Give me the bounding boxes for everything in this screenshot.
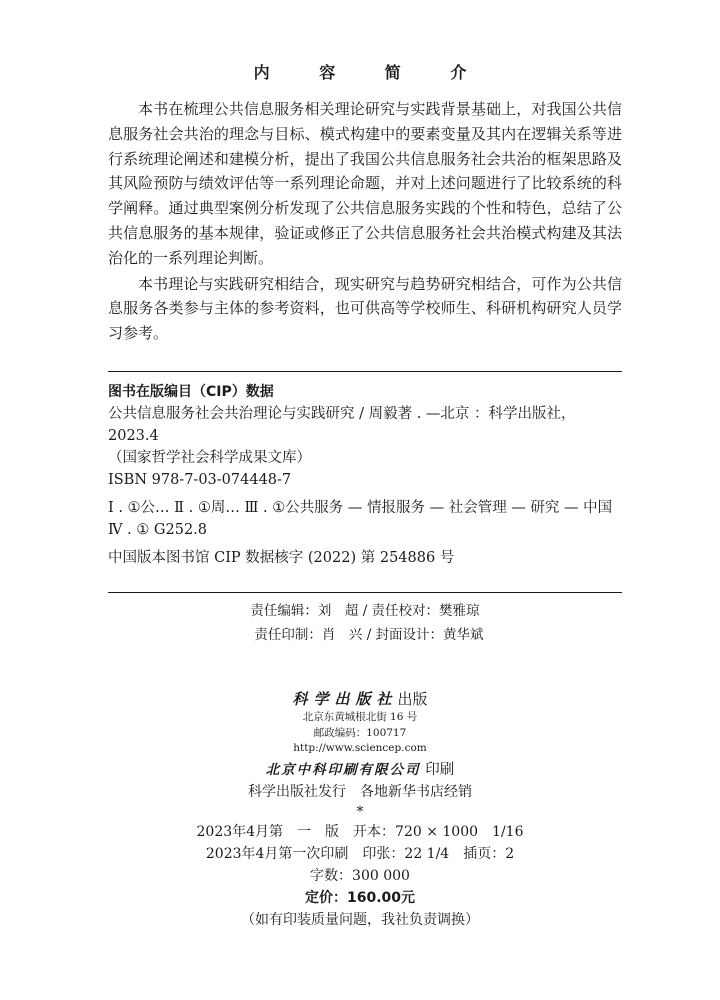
staff-row-printing: 责任印制：肖 兴 / 封面设计：黄华斌 — [254, 627, 484, 643]
publisher-suffix: 出版 — [397, 690, 428, 708]
publisher-postcode: 邮政编码：100717 — [313, 726, 407, 739]
staff-row-editor: 责任编辑：刘 超 / 责任校对：樊雅琼 — [250, 603, 480, 619]
publication-info — [0, 688, 720, 931]
cip-heading: 图书在版编目（CIP）数据 — [108, 384, 274, 400]
cip-isbn: ISBN 978-7-03-074448-7 — [108, 472, 292, 488]
page-title: 内 容 简 介 — [253, 63, 489, 82]
publisher-logo: 科学出版社 — [292, 690, 398, 708]
separator-star: * — [356, 803, 364, 820]
cip-classification: Ⅰ . ①公… Ⅱ . ①周… Ⅲ . ①公共服务 — 情报服务 — 社会管理 — 研究 — 中国 Ⅳ . ① G252.8 — [108, 500, 613, 538]
distribution-line: 科学出版社发行 各地新华书店经销 — [248, 783, 472, 800]
quality-notice: （如有印装质量问题，我社负责调换） — [241, 911, 479, 928]
cip-top-rule — [108, 371, 622, 372]
printer-line — [0, 759, 720, 781]
printer-logo: 北京中科印刷有限公司 — [265, 761, 421, 778]
intro-paragraph-2: 本书理论与实践研究相结合，现实研究与趋势研究相结合，可作为公共信息服务各类参与主体的参考资料，也可供高等学校师生、科研机构研究人员学习参考。 — [108, 274, 622, 343]
printer-suffix: 印刷 — [425, 761, 455, 778]
cip-series: （国家哲学社会科学成果文库） — [108, 450, 311, 466]
publisher-line — [0, 688, 720, 710]
cip-bottom-rule — [108, 592, 622, 593]
cip-entry: 公共信息服务社会共治理论与实践研究 / 周毅著 . —北京 ：科学出版社，2023.4 — [108, 406, 576, 444]
edition-line: 2023年4月第 一 版 开本：720 × 1000 1/16 — [196, 823, 524, 840]
cip-data-block — [108, 381, 622, 575]
intro-paragraph-1: 本书在梳理公共信息服务相关理论研究与实践背景基础上，对我国公共信息服务社会共治的理念与目标、模式构建中的要素变量及其内在逻辑关系等进行系统理论阐述和建模分析，提出了我国公共信息服务社会共治的框架思路及其风险预防与绩效评估等一系列理论命题，并对上述问题进行了比较系统的科学阐释。通过典型案例分析发现了公共信息服务实践的个性和特色，总结了公共信息服务的基本规律，验证或修正了公共信息服务社会共治模式构建及其法治化的一系列理论判断。 — [108, 100, 622, 267]
introduction — [108, 97, 622, 347]
wordcount-line: 字数：300 000 — [310, 867, 410, 884]
publisher-address: 北京东黄城根北街 16 号 — [302, 711, 418, 723]
publisher-url: http://www.sciencep.com — [293, 742, 427, 754]
staff-credits — [0, 599, 720, 647]
cip-record: 中国版本图书馆 CIP 数据核字 (2022) 第 254886 号 — [108, 550, 455, 566]
price-line: 定价：160.00元 — [304, 889, 416, 906]
printing-line: 2023年4月第一次印刷 印张：22 1/4 插页：2 — [205, 845, 515, 862]
